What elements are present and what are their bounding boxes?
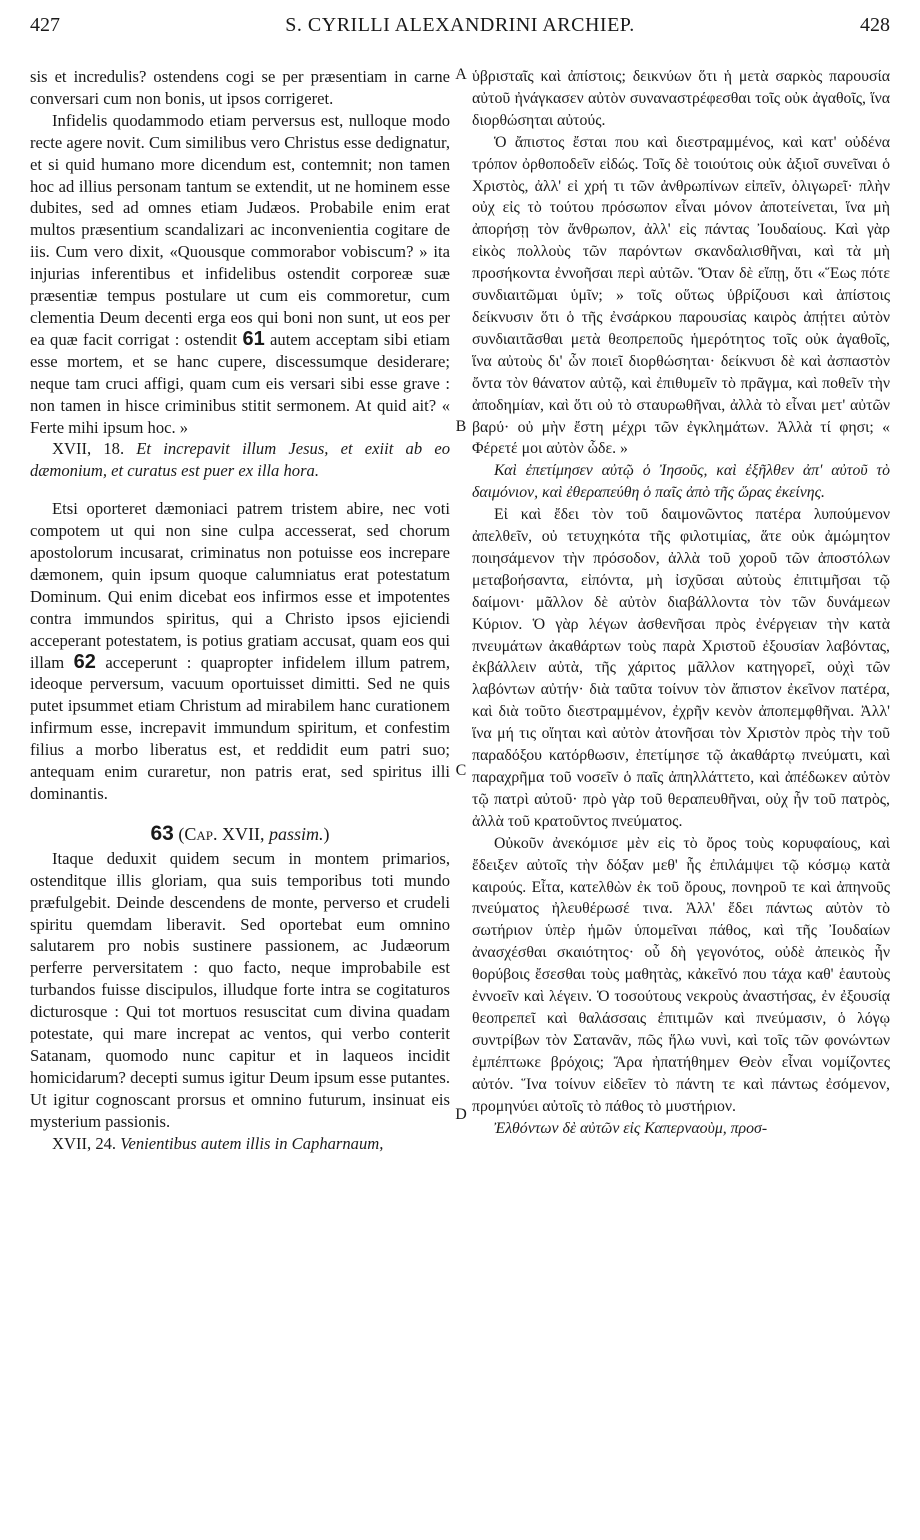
latin-paragraph: Itaque deduxit quidem secum in montem primarios, ostenditque illis gloriam, qua suis temporibus toti mundo præfulgebit. Deinde descendens de monte, perverso et crudeli spiritu quemdam liberavit. Sed oportebat eum omnino salutarem pro nobis sustinere passionem, ac Judæorum perferre perversitatem : quo facto, neque improbabile est turbandos fuisse discipulos, illudque forte intra se cogitaturos dicturosque : Qui tot mortuos resuscitat cum divina quadam potestate, qui mare increpat ac ventos, qui verbo conterit Satanam, quomodo nunc capitur et in laqueos incidit homicidarum? decepti sumus igitur Deum ipsum esse putantes. Ut igitur cognoscant prorsus et omnino futurum, insinuat eis mysterium passionis.: [30, 848, 450, 1131]
running-header: [30, 14, 890, 42]
latin-paragraph: sis et incredulis? ostendens cogi se per præsentiam in carne conversari cum non bonis, ut ipsos corrigeret.: [30, 67, 450, 108]
section-number-63: 63: [150, 821, 174, 845]
margin-marker-a: A: [455, 66, 467, 83]
gospel-lemma: XVII, 18. Et increpavit illum Jesus, et exiit ab eo dæmonium, et curatus est puer ex illa hora.: [30, 439, 450, 481]
latin-paragraph: Infidelis quodammodo etiam perversus est, nulloque modo recte agere novit. Cum similibus vero Christus esse dedignatur, et si quid humano more dicendum est, contemnit; non tamen hoc ad illius personam tantum se extendit, ut ne hominem esse dubites, sed ad omnes etiam Judæos. Probabile enim erat multos præsentium scandalizari ac inconvenientia cogitare de iis. Cum vero dixit, «Quousque commorabor vobiscum? » ita injurias inferentibus et infidelibus ostendit corporeæ suæ præsentiæ tempus postulare ut cum eis commoretur, cum clementia Deum decenti erga eos qui boni non sunt, ut eos per ea quæ facit corrigat : ostendit 61 autem acceptam sibi etiam esse mortem, et se hanc cupere, discessumque desiderare; neque tam cruci affigi, quam cum eis versari sibi esse grave : non tamen in hisce criminibus stitit sermonem. At quid ait? « Ferte mihi ipsum hoc. »: [30, 110, 450, 437]
verse-reference: XVII, 24.: [52, 1133, 117, 1153]
section-heading: 63 (Cap. XVII, passim.): [150, 821, 330, 845]
latin-paragraph: Etsi oporteret dæmoniaci patrem tristem abire, nec voti compotem ut qui non sine culpa accesserat, sed chorum apostolorum incusarat, criminatus non potuisse eos increpare dæmonem, quin ipsum quoque calumniatus erat potestatum Dominum. Qui enim dicebat eos infirmos esse et impotentes contra immundos spiritus, qui a Christo ipsos ejiciendi acceperant potestatem, is potius gratiam accusat, quam eos qui illam 62 acceperunt : quapropter infidelem illum patrem, ideoque perversum, vacuum oportuisset dimitti. Sed ne quis putet ipsummet etiam Christum ad mirabilem hanc curationem infirmum esse, increpavit immundum spiritum, et confestim filius a morbo liberatus est, et reddidit eum patri suo; antequam enim curaretur, non patris erat, sed spiritus illi dominantis.: [30, 499, 450, 803]
greek-paragraph: ὑβρισταῖς καὶ ἀπίστοις; δεικνύων ὅτι ἡ μετὰ σαρκὸς παρουσία αὐτοῦ ἠνάγκασεν αὐτὸν συναναστρέφεσθαι τοῖς οὐκ ἀγαθοῖς, ἵνα διορθώσηται αὐτούς.: [472, 68, 890, 129]
page-number-right: 428: [860, 14, 890, 36]
margin-marker-c: C: [455, 762, 467, 779]
gospel-lemma-greek: Ἐλθόντων δὲ αὐτῶν εἰς Καπερναοὺμ, προσ-: [494, 1119, 768, 1137]
greek-column: [472, 66, 890, 1139]
greek-paragraph: Οὐκοῦν ἀνεκόμισε μὲν εἰς τὸ ὄρος τοὺς κορυφαίους, καὶ ἔδειξεν αὐτοῖς τὴν δόξαν μεθ' ἧς ἐπιλάμψει τῷ κόσμῳ κατὰ καιρούς. Εἶτα, κατελθὼν ἐκ τοῦ ὄρους, πονηροῦ τε καὶ ἀπηνοῦς πνεύματος ἠλευθέρωσέ τινα. Ἀλλ' ἔδει πάντως αὐτὸν τὸ σωτήριον ὑπὲρ ἡμῶν ὑπομεῖναι πάθος, καὶ τῆς Ἰουδαίων ἀνασχέσθαι σκαιότητος· οὗ δὴ γεγονότος, οὐδὲ ἀπεικὸς ἦν θορύβοις ἔσεσθαι τοὺς μαθητὰς, κἀκεῖνό που τάχα καθ' ἑαυτοὺς ἐννοεῖν καὶ λέγειν. Ὁ τοσούτους νεκροὺς ἀναστήσας, ἐν ἐξουσίᾳ θεοπρεπεῖ καὶ θαλάσσαις ἐπιτιμῶν καὶ πνεύμασιν, ὁ λόγῳ συντρίβων τὸν Σατανᾶν, πῶς ἥλω νυνὶ, καὶ τοῖς τῶν φονώντων ἐμπέπτωκε βρόχοις; Ἄρα ἠπατήθημεν Θεὸν εἶναι νομίζοντες αὐτόν. Ἵνα τοίνυν εἰδεῖεν τὸ πάντη τε καὶ πάντως ἐσόμενον, προμηνύει αὐτοῖς τὸ πάθος τὸ μυστήριον.: [472, 834, 890, 1115]
margin-marker-d: D: [455, 1106, 467, 1123]
margin-marker-b: B: [455, 418, 467, 435]
gospel-lemma-greek: Καὶ ἐπετίμησεν αὐτῷ ὁ Ἰησοῦς, καὶ ἐξῆλθεν ἀπ' αὐτοῦ τὸ δαιμόνιον, καὶ ἐθεραπεύθη ὁ παῖς ἀπὸ τῆς ὥρας ἐκείνης.: [472, 462, 890, 502]
page-number-left: 427: [30, 14, 60, 36]
running-title: S. CYRILLI ALEXANDRINI ARCHIEP.: [285, 14, 635, 36]
gospel-lemma: XVII, 24. Venientibus autem illis in Capharnaum,: [52, 1133, 384, 1153]
greek-paragraph: Ὁ ἄπιστος ἔσται που καὶ διεστραμμένος, καὶ κατ' οὐδένα τρόπον ὀρθοποδεῖν εἰδώς. Τοῖς δὲ τοιούτοις οὐκ ἀξιοῖ συνεῖναι ὁ Χριστὸς, ἀλλ' εἰ χρή τι τῶν ἀνθρωπίνων εἰπεῖν, ὀλιγωρεῖ· πλὴν οὐχ εἰς τὸ τούτου πρόσωπον εἶναι μόνον ἀποτείνεται, ἵνα μὴ ἀπορήσῃ τὸν ἄνθρωπον, ἀλλ' εἰς πάντας Ἰουδαίους. Καὶ γὰρ εἰκὸς πολλοὺς τῶν παρόντων σκανδαλισθῆναι, καὶ τὰ μὴ προσήκοντα ἐννοῆσαι περὶ αὐτῶν. Ὅταν δὲ εἴπῃ, ὅτι «Ἕως πότε συνδιαιτῶμαι ὑμῖν; » τοῖς οὕτως ὑβρίζουσι καὶ ἀπίστοις δείκνυσιν ὅτι ὁ τῆς ἐνσάρκου παρουσίας καιρὸς ἀπῄτει αὐτὸν συνδιαιτᾶσθαι μετὰ θεοπρεποῦς ἡμερότητος τοῖς οὐκ ἀγαθοῖς, ἵνα αὐτοὺς δι' ὧν ποιεῖ διορθώσηται· δείκνυσι δὲ καὶ ἀσπαστὸν ὄντα τὸν θάνατον αὐτῷ, καὶ ἐπιθυμεῖν τὸ πρᾶγμα, καὶ ποθεῖν τὴν ἀποδημίαν, καὶ ὅτι οὐ τὸ σταυρωθῆναι, ἀλλὰ τὸ εἶναι μετ' αὐτῶν βαρύ· οὐ μὴν ἔστη μέχρι τῶν ἐγκλημάτων. Ἀλλὰ τί φησι; « Φέρετέ μοι αὐτὸν ὧδε. »: [472, 133, 890, 458]
greek-paragraph: Εἰ καὶ ἔδει τὸν τοῦ δαιμονῶντος πατέρα λυπούμενον ἀπελθεῖν, οὐ τετυχηκότα τῆς φιλοτιμίας, ἅτε οὐκ ἀμώμητον ποιησάμενον τὴν πρόσοδον, ἀλλὰ τοῦ χοροῦ τῶν ἀποστόλων μεταβοήσαντα, εἰπόντα, μὴ ἰσχῦσαι αὐτοὺς ἐπιτιμῆσαι τῷ δαίμονι· μᾶλλον δὲ αὐτὸν διαβάλλοντα τὸν τῶν δυνάμεων Κύριον. Ὁ γὰρ λέγων ἀσθενῆσαι πρὸς ἐνέργειαν τὴν κατὰ πνευμάτων ἀκαθάρτων τοὺς παρὰ Χριστοῦ ἐξουσίαν λαβόντας, ἐκβάλλειν αὐτὰ, τῆς χάριτος μᾶλλον κατηγορεῖ, οὐχὶ τῶν λαβόντων αὐτήν· διὰ ταῦτα τοίνυν τὸν ἄπιστον ἐκεῖνον πατέρα, καὶ διὰ τοῦτο διεστραμμένον, ἐχρῆν κενὸν ἀποπεμφθῆναι. Ἀλλ' ἵνα μή τις οἴηται καὶ αὐτὸν ἀτονῆσαι τὸν Χριστὸν πρὸς τὴν τοῦ παραδόξου κατόρθωσιν, ἐπετίμησε τῷ ἀκαθάρτῳ πνεύματι, καὶ παραχρῆμα τοῦ νοσεῖν ὁ παῖς ἀπηλλάττετο, καὶ ἀπέδωκεν αὐτὸν τῷ πατρὶ αὐτοῦ· πρὸ γὰρ τοῦ θεραπευθῆναι, οὐχ ἦν τοῦ πατρὸς, ἀλλὰ τοῦ κρατοῦντος πνεύματος.: [472, 506, 890, 830]
latin-column: [30, 66, 450, 1155]
column-number-62: 62: [73, 650, 96, 673]
column-number-61: 61: [242, 327, 265, 350]
verse-reference: XVII, 18.: [52, 439, 125, 459]
